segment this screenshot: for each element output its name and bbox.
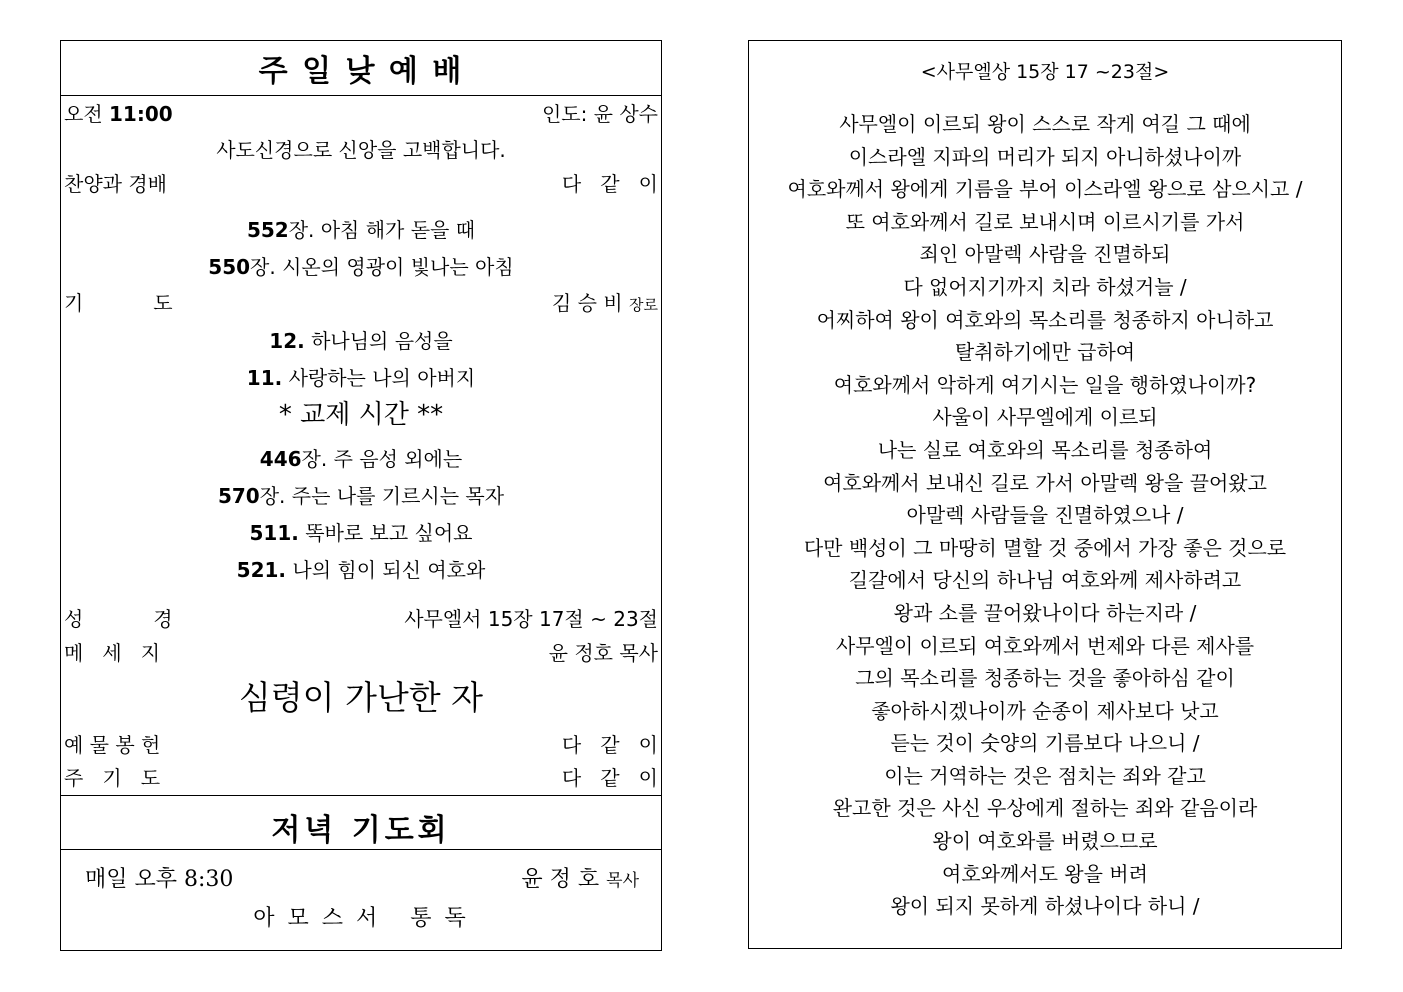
verse-line: 왕이 여호와를 버렸으므로 [932,829,1158,854]
evening-title: 저녁 기도회 [271,813,451,848]
song-line: 570장. 주는 나를 기르시는 목자 [217,484,505,508]
verse-line: 다만 백성이 그 마땅히 멸할 것 중에서 가장 좋은 것으로 [803,535,1287,560]
verse-line: 사무엘이 이르되 왕이 스스로 작게 여길 그 때에 [839,112,1251,136]
scripture-panel [748,40,1342,949]
creed-line: 사도신경으로 신앙을 고백합니다. [216,138,506,162]
verse-line: 좋아하시겠나이까 순종이 제사보다 낫고 [871,698,1219,723]
scripture-label: 성 경 [64,607,173,631]
song-line: 511. 똑바로 보고 싶어요 [249,521,473,545]
verse-line: 왕이 되지 못하게 하셨나이다 하니 / [890,894,1200,919]
evening-pastor: 윤 정 호 목사 [521,867,639,892]
prayer-who: 김 승 비 장로 [551,291,658,315]
verse-line: 여호와께서 악하게 여기시는 일을 행하였나이까? [833,372,1257,397]
divider [61,795,661,796]
verse-line: 이스라엘 지파의 머리가 되지 아니하셨나이까 [848,144,1242,169]
lords-prayer-row [64,765,658,791]
evening-schedule: 매일 오후 8:30 [85,867,234,892]
verse-line: 여호와께서도 왕을 버려 [942,861,1148,886]
lords-prayer-label: 주 기 도 [64,766,161,790]
song-line: 12. 하나님의 음성을 [269,329,453,353]
song-line: 552장. 아침 해가 돋을 때 [246,218,476,242]
verse-line: 죄인 아말렉 사람을 진멸하되 [919,242,1171,267]
verse-line: 나는 실로 여호와의 목소리를 청종하여 [877,437,1213,462]
verse-line: 다 없어지기까지 치라 하셨거늘 / [903,274,1187,299]
praise-who: 다 같 이 [561,172,658,196]
verse-line: 완고한 것은 사신 우상에게 절하는 죄와 같음이라 [832,796,1258,821]
sermon-title: 심령이 가난한 자 [238,678,484,717]
verse-line: 그의 목소리를 청종하는 것을 좋아하심 같이 [855,666,1235,691]
verse-line: 또 여호와께서 길로 보내시며 이르시기를 가서 [845,209,1245,234]
verse-line: 여호와께서 보내신 길로 가서 아말렉 왕을 끌어왔고 [823,470,1267,495]
prayer-label: 기 도 [64,291,173,315]
verse-line: 사무엘이 이르되 여호와께서 번제와 다른 제사를 [835,633,1255,658]
message-who: 윤 정호 목사 [548,641,658,665]
offering-label: 예 물 봉 헌 [64,733,161,757]
praise-label: 찬양과 경배 [64,172,167,196]
message-label: 메 세 지 [64,641,161,665]
verse-line: 여호와께서 왕에게 기름을 부어 이스라엘 왕으로 삼으시고 / [787,177,1303,202]
offering-row [64,732,658,758]
praise-row [64,171,658,197]
song-line: 11. 사랑하는 나의 아버지 [246,366,476,390]
verse-line: 사울이 사무엘에게 이르되 [932,405,1158,430]
scripture-verses [749,108,1341,923]
song-line: 521. 나의 힘이 되신 여호와 [236,558,486,582]
verse-line: 듣는 것이 숫양의 기름보다 나으니 / [890,731,1200,756]
lords-prayer-who: 다 같 이 [561,766,658,790]
fellowship-heading: * 교제 시간 ** [278,400,444,430]
song-line: 446장. 주 음성 외에는 [259,447,463,471]
verse-line: 길갈에서 당신의 하나님 여호와께 제사하려고 [848,568,1242,593]
service-time: 오전 11:00 [64,102,173,126]
verse-line: 이는 거역하는 것은 점치는 죄와 같고 [884,763,1206,788]
verse-line: 탈취하기에만 급하여 [954,340,1136,365]
service-time-row [64,101,658,127]
worship-order-panel [60,40,662,951]
scripture-ref: 사무엘서 15장 17절 ~ 23절 [404,607,658,631]
offering-who: 다 같 이 [561,733,658,757]
prayer-row [64,290,658,318]
evening-reading: 아 모 스 서 통 독 [253,906,469,931]
message-row [64,640,658,666]
song-line: 550장. 시온의 영광이 빛나는 아침 [208,255,514,279]
worship-title: 주 일 낮 예 배 [258,54,464,89]
scripture-reference: <사무엘상 15장 17 ~23절> [920,61,1170,83]
verse-line: 아말렉 사람들을 진멸하였으나 / [906,503,1184,528]
evening-schedule-row [85,867,639,894]
divider [61,849,661,850]
verse-line: 어찌하여 왕이 여호와의 목소리를 청종하지 아니하고 [816,307,1274,332]
scripture-row [64,606,658,632]
service-leader: 인도: 윤 상수 [541,102,658,126]
verse-line: 왕과 소를 끌어왔나이다 하는지라 / [893,600,1197,625]
worship-title-box [61,41,661,96]
